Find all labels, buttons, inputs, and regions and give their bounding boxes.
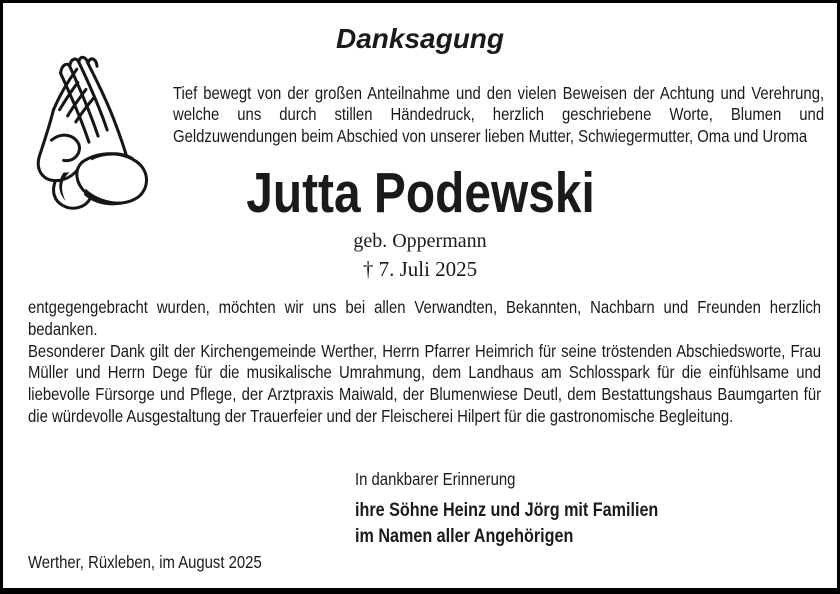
- notice-title: Danksagung: [335, 23, 505, 54]
- thanks-text: [28, 297, 821, 428]
- signature-intro: In dankbarer Erinnerung: [355, 469, 516, 489]
- place-date: Werther, Rüxleben, im August 2025: [28, 552, 262, 572]
- death-date: † 7. Juli 2025: [362, 257, 478, 281]
- deceased-name: Jutta Podewski: [245, 161, 595, 225]
- signature-block: [355, 469, 658, 550]
- signature-names: ihre Söhne Heinz und Jörg mit Familien: [355, 500, 659, 521]
- thanks-paragraph-1: entgegengebracht wurden, möchten wir uns bei allen Verwandten, Bekannten, Nachbarn und Freunden herzlich bedanken.: [28, 297, 822, 339]
- signature-closing: im Namen aller Angehörigen: [355, 526, 574, 547]
- deceased-name-row: [3, 161, 837, 225]
- thanks-paragraph-2: Besonderer Dank gilt der Kirchengemeinde Werther, Herrn Pfarrer Heimrich für seine tröstenden Abschiedsworte, Frau Müller und Herrn Dege für die musikalische Umrahmung, dem Landhaus am Schlosspark für die einfühlsame und liebevolle Fürsorge und Pflege, der Arztpraxis Maiwald, der Blumenwiese Deutl, dem Bestattungshaus Baumgarten für die würdevolle Ausgestaltung der Trauerfeier und der Fleischerei Hilpert für die gastronomische Begleitung.: [28, 340, 822, 426]
- intro-paragraph: Tief bewegt von der großen Anteilnahme und den vielen Beweisen der Achtung und Verehrung, welche uns durch stillen Händedruck, herzlich geschriebene Worte, Blumen und Geldzuwendungen beim Abschied von unserer lieben Mutter, Schwiegermutter, Oma und Uroma: [173, 82, 825, 146]
- maiden-name: geb. Oppermann: [353, 230, 487, 252]
